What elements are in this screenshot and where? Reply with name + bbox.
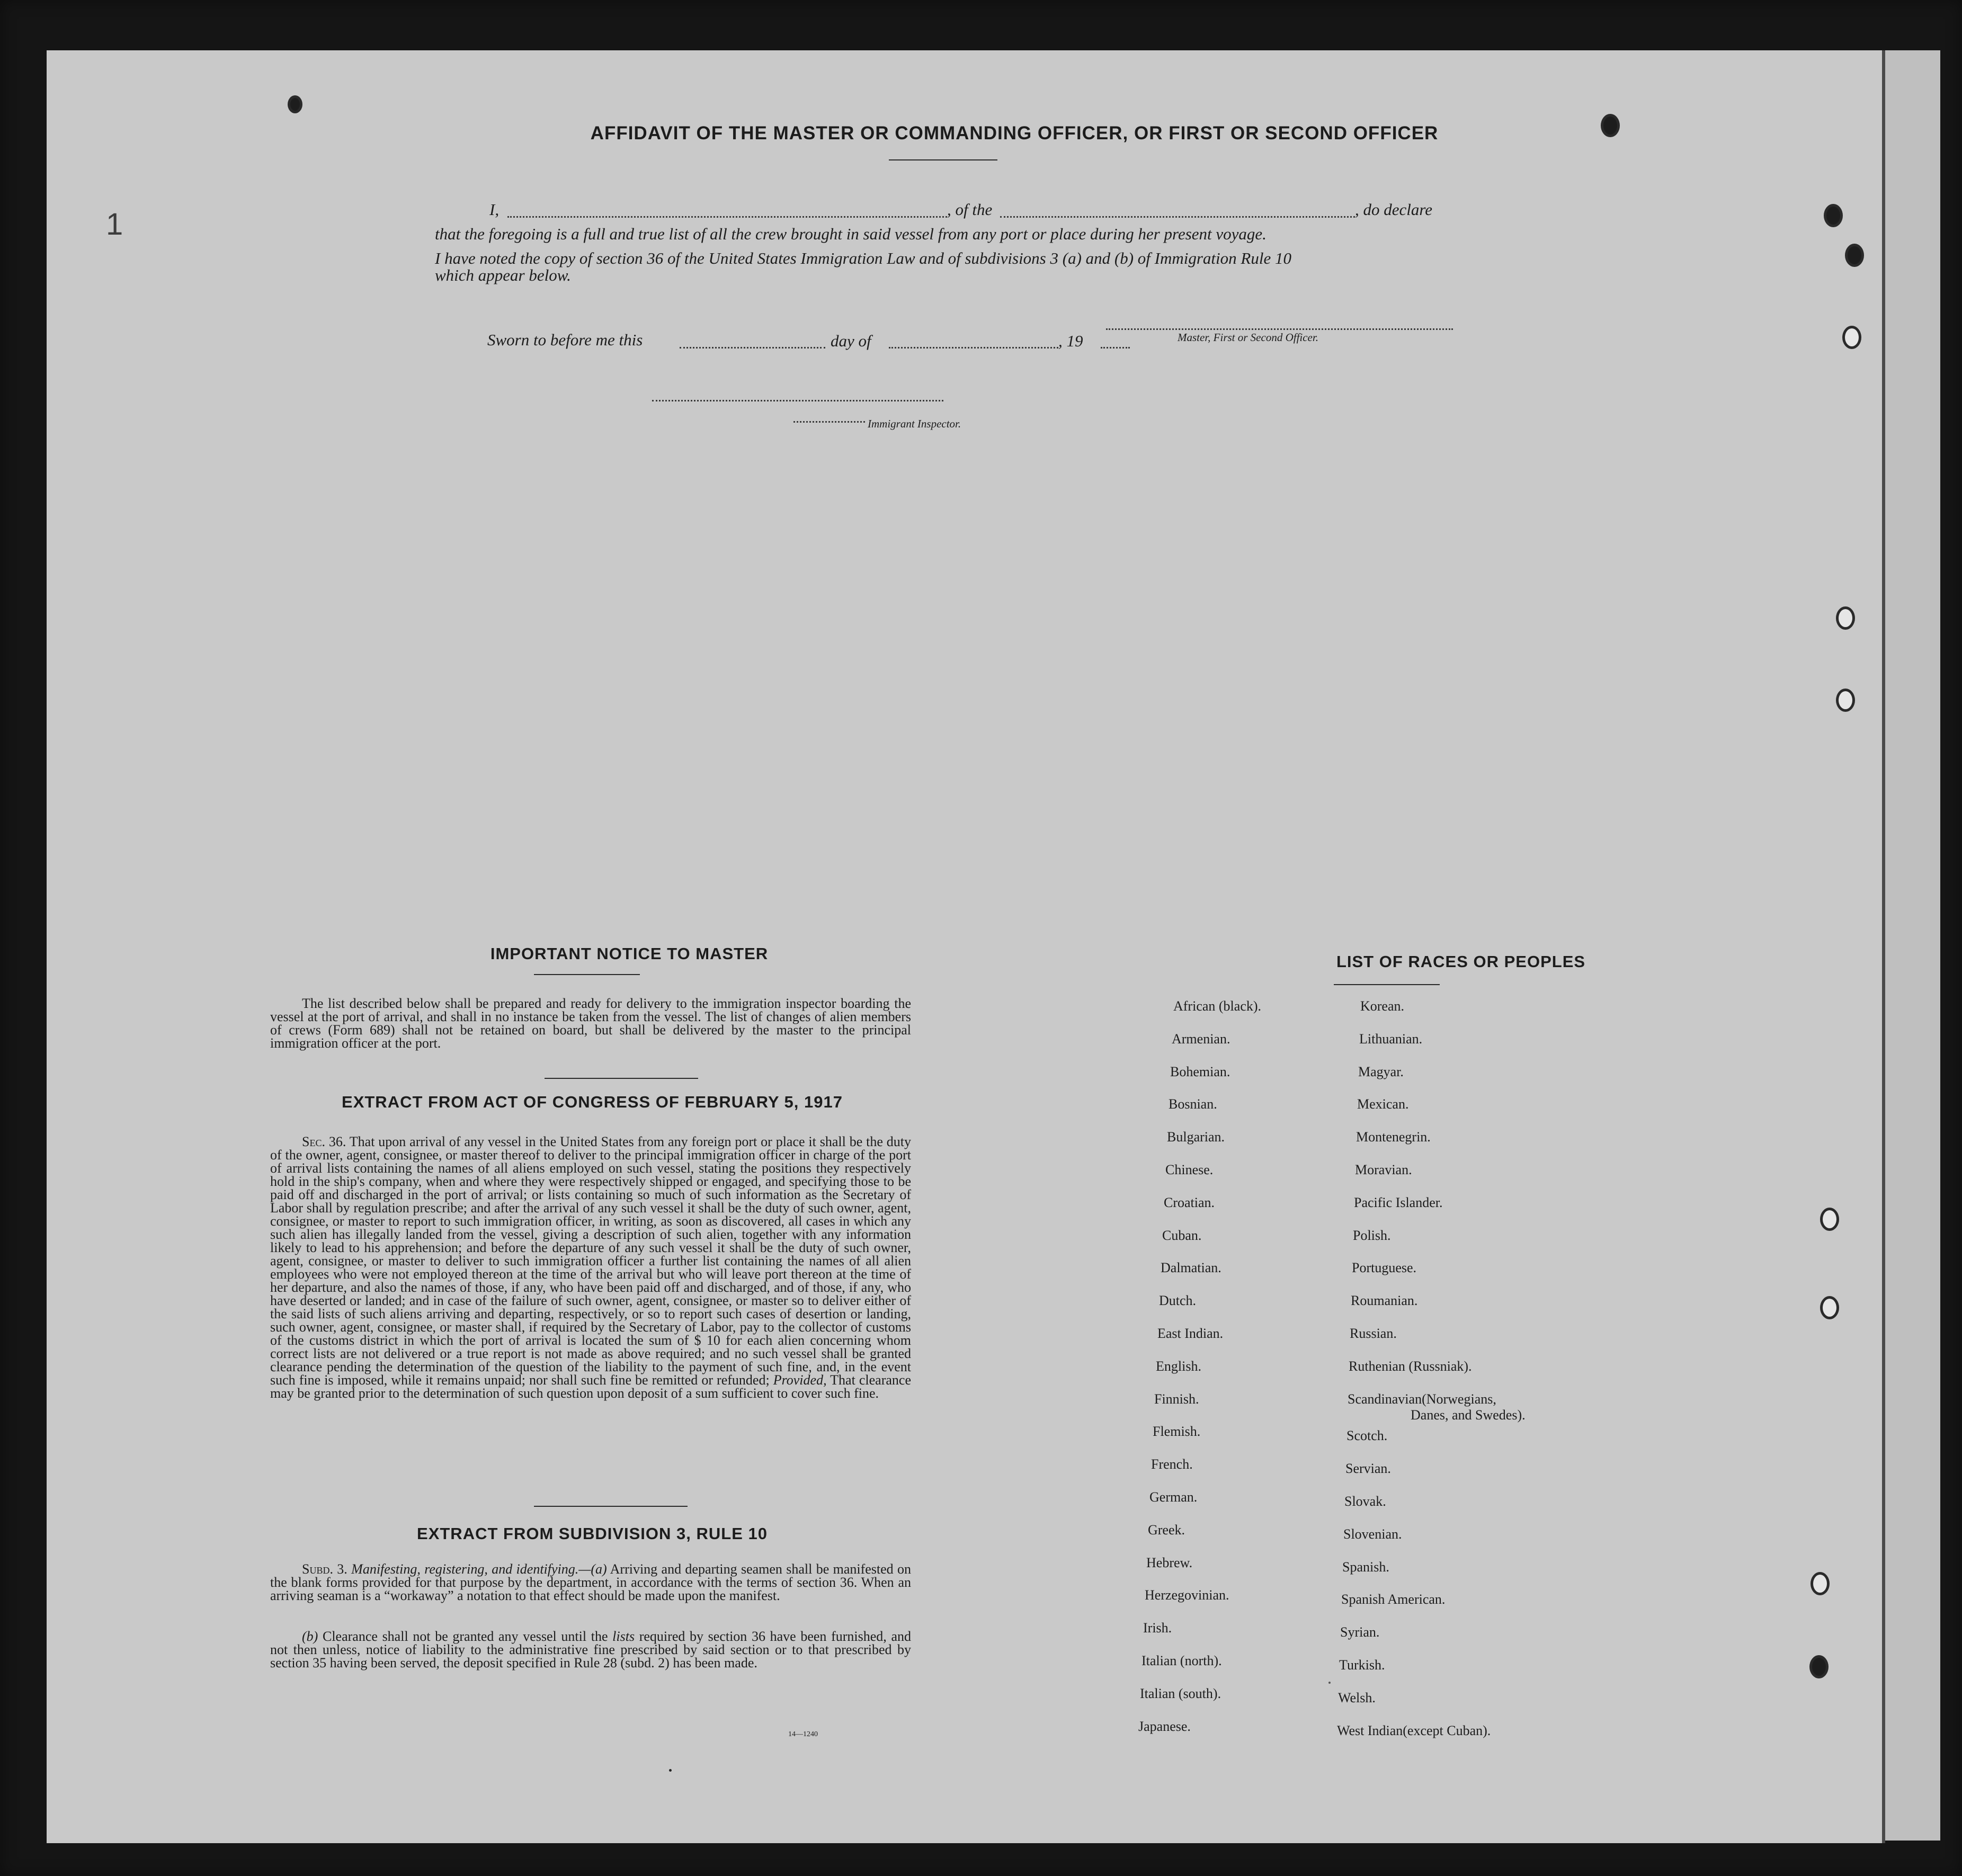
race-item: Roumanian. (1351, 1293, 1418, 1309)
affidavit-line4: which appear below. (435, 266, 571, 284)
race-item: Russian. (1350, 1326, 1397, 1341)
name-blank[interactable] (507, 216, 947, 218)
subd-a-text: Arriving and departing seamen shall be manifested on the blank forms provided for that purpose by the department, in accordance with the terms of section 36. When an arriving seaman is a “workaway” a notation to that effect should be made upon the manifest. (270, 1561, 912, 1603)
race-item: African (black). (1173, 998, 1262, 1014)
race-item: Hebrew. (1146, 1555, 1193, 1570)
speck (1328, 1682, 1331, 1684)
punch-hole (1836, 606, 1855, 630)
sworn-year-blank[interactable] (1101, 347, 1130, 349)
race-item: Syrian. (1340, 1624, 1380, 1640)
notice-title: IMPORTANT NOTICE TO MASTER (490, 944, 769, 963)
subd-label: Subd. 3. (302, 1561, 347, 1577)
punch-hole (1811, 1572, 1830, 1595)
act-provided-text: That clearance may be granted prior to the determination of such question upon deposit of a sum sufficient to cover such fine. (270, 1372, 911, 1401)
race-item: Montenegrin. (1356, 1129, 1431, 1145)
rule-extract-body (270, 1562, 911, 1602)
race-item: Dalmatian. (1161, 1260, 1221, 1276)
race-item: Armenian. (1172, 1031, 1230, 1047)
race-item: Ruthenian (Russniak). (1349, 1358, 1472, 1374)
race-item: Slovak. (1344, 1494, 1386, 1509)
rule-extract-title: EXTRACT FROM SUBDIVISION 3, RULE 10 (417, 1524, 768, 1543)
notice-underline (534, 974, 640, 975)
punch-hole (1601, 114, 1620, 137)
subd-b-text-1: Clearance shall not be granted any vessel until the (322, 1629, 608, 1644)
sworn-day-blank[interactable] (680, 347, 825, 349)
race-item: Korean. (1360, 998, 1405, 1014)
race-item: Chinese. (1165, 1162, 1214, 1177)
punch-hole (1836, 689, 1855, 712)
race-item: Welsh. (1338, 1690, 1376, 1705)
title-underline (889, 159, 997, 160)
race-item: Japanese. (1138, 1718, 1191, 1734)
sworn-prefix: Sworn to before me this (487, 330, 643, 349)
race-item: English. (1156, 1358, 1201, 1374)
race-item: Polish. (1353, 1227, 1391, 1243)
vessel-blank[interactable] (1000, 216, 1355, 218)
race-item: Bulgarian. (1167, 1129, 1225, 1145)
race-item: Flemish. (1153, 1424, 1201, 1440)
race-item: Portuguese. (1352, 1260, 1417, 1276)
races-title: LIST OF RACES OR PEOPLES (1336, 952, 1586, 971)
notice-divider (545, 1078, 698, 1079)
race-item: East Indian. (1157, 1326, 1224, 1341)
act-provided-label: Provided, (773, 1372, 827, 1388)
sworn-year: , 19 (1058, 332, 1083, 350)
race-item: Spanish. (1342, 1559, 1389, 1575)
subd-b-label: (b) (302, 1629, 318, 1644)
race-item: Turkish. (1339, 1657, 1385, 1673)
inspector-signature-line[interactable] (652, 400, 943, 401)
affidavit-line1-of-the: , of the (947, 200, 993, 219)
speck (669, 1769, 672, 1772)
race-item: Finnish. (1154, 1391, 1199, 1407)
punch-hole (1820, 1296, 1839, 1319)
punch-hole (1824, 204, 1843, 227)
margin-mark: 1 (106, 207, 123, 242)
affidavit-line3: I have noted the copy of section 36 of the United States Immigration Law and of subdivisions 3 (a) and (b) of Immigration Rule 10 (435, 249, 1291, 267)
punch-hole (1809, 1655, 1829, 1678)
subd-a-label: (a) (591, 1561, 607, 1577)
race-item: Bohemian. (1170, 1064, 1230, 1079)
race-item: French. (1151, 1457, 1193, 1472)
sworn-month-blank[interactable] (889, 347, 1058, 349)
inspector-label: Immigrant Inspector. (868, 417, 961, 430)
act-extract-body (270, 1135, 911, 1400)
document-sheet (47, 50, 1882, 1843)
race-item: Dutch. (1159, 1293, 1197, 1309)
affidavit-line2: that the foregoing is a full and true list of all the crew brought in said vessel from any port or place during her present voyage. (435, 225, 1267, 243)
affidavit-line1-i: I, (489, 200, 500, 219)
punch-hole (1820, 1208, 1839, 1231)
race-item: Spanish American. (1341, 1592, 1446, 1607)
race-item: Pacific Islander. (1354, 1194, 1443, 1210)
subd-heading: Manifesting, registering, and identifying.— (351, 1561, 591, 1577)
sworn-day-of: day of (831, 332, 871, 350)
race-item-continuation: Danes, and Swedes). (1411, 1407, 1526, 1423)
race-item: Italian (south). (1140, 1685, 1221, 1701)
race-item: Herzegovinian. (1145, 1587, 1229, 1603)
race-item: Mexican. (1357, 1096, 1409, 1112)
race-item: Moravian. (1355, 1162, 1412, 1177)
act-sec-label: Sec. 36. (302, 1134, 346, 1149)
race-item: German. (1149, 1489, 1198, 1505)
act-extract-title: EXTRACT FROM ACT OF CONGRESS OF FEBRUARY 5, 1917 (342, 1093, 843, 1111)
race-item: Greek. (1148, 1522, 1185, 1538)
race-item: Scotch. (1346, 1428, 1388, 1444)
subd-b-text-2: required by section 36 have been furnished, and not then unless, notice of liability to the administrative fine prescribed by said section or to that prescribed by section 35 having been served, the deposit specified in Rule 28 (subd. 2) has been made. (270, 1629, 911, 1670)
punch-hole (1845, 244, 1864, 267)
notice-body: The list described below shall be prepared and ready for delivery to the immigration inspector boarding the vessel at the port of arrival, and shall in no instance be taken from the vessel. The list of changes of alien members of crews (Form 689) shall not be retained on board, but shall be delivered by the master to the principal immigration officer at the port. (270, 996, 911, 1051)
form-number: 14—1240 (788, 1730, 818, 1738)
master-signature-label: Master, First or Second Officer. (1178, 331, 1318, 344)
act-divider (534, 1506, 688, 1507)
race-item: Cuban. (1162, 1227, 1202, 1243)
punch-hole (1842, 326, 1861, 349)
race-item: West Indian(except Cuban). (1337, 1722, 1491, 1738)
race-item: Servian. (1345, 1461, 1391, 1477)
race-item: Irish. (1143, 1620, 1172, 1636)
affidavit-line1-declare: , do declare (1355, 200, 1433, 219)
race-item: Slovenian. (1343, 1526, 1402, 1542)
affidavit-title: AFFIDAVIT OF THE MASTER OR COMMANDING OFFICER, OR FIRST OR SECOND OFFICER (590, 123, 1439, 144)
punch-hole (288, 95, 302, 113)
race-item: Scandinavian(Norwegians, (1348, 1391, 1496, 1407)
race-item: Magyar. (1358, 1064, 1404, 1079)
rule-extract-b (270, 1630, 911, 1669)
races-underline (1334, 984, 1440, 985)
subd-b-lists: lists (612, 1629, 635, 1644)
race-item: Lithuanian. (1359, 1031, 1423, 1047)
race-item: Italian (north). (1141, 1653, 1222, 1668)
race-item: Croatian. (1164, 1194, 1215, 1210)
master-signature-line[interactable] (1106, 328, 1453, 330)
act-sec-text: That upon arrival of any vessel in the United States from any foreign port or place it shall be the duty of the owner, agent, consignee, or master thereof to deliver to the principal immigration officer in charge of the port of arrival lists containing the names of all aliens employed on such vessel, stating the positions they respectively hold in the ship's company, when and where they were respectively shipped or engaged, and specifying those to be paid off and discharged in the port of arrival; or lists containing so much of such information as the Secretary of Labor shall by regulation prescribe; and after the arrival of any such vessel it shall be the duty of such owner, agent, consignee, or master to report to such immigration officer, in writing, as soon as discovered, all cases in which any such alien has illegally landed from the vessel, giving a description of such alien, together with any information likely to lead to his apprehension; and before the departure of any such vessel it shall be the duty of such owner, agent, consignee, or master to deliver to such immigration officer a further list containing the names of all alien employees who were not employed thereon at the time of the arrival but who will leave port thereon at the time of her departure, and also the names of those, if any, who have been paid off and discharged, and of those, if any, who have deserted or landed; and in case of the failure of such owner, agent, consignee, or master so to deliver either of the said lists of such aliens arriving and departing, respectively, or so to report such cases of desertion or landing, such owner, agent, consignee, or master shall, if required by the Secretary of Labor, pay to the collector of customs of the customs district in which the port of arrival is located the sum of $ 10 for each alien concerning whom correct lists are not delivered or a true report is not made as above required; and no such vessel shall be granted clearance pending the determination of the question of the liability to the payment of such fine, and, in the event such fine is imposed, while it remains unpaid; nor shall such fine be remitted or refunded; (270, 1134, 912, 1388)
race-item: Bosnian. (1169, 1096, 1217, 1112)
inspector-prefix-line (793, 421, 865, 423)
